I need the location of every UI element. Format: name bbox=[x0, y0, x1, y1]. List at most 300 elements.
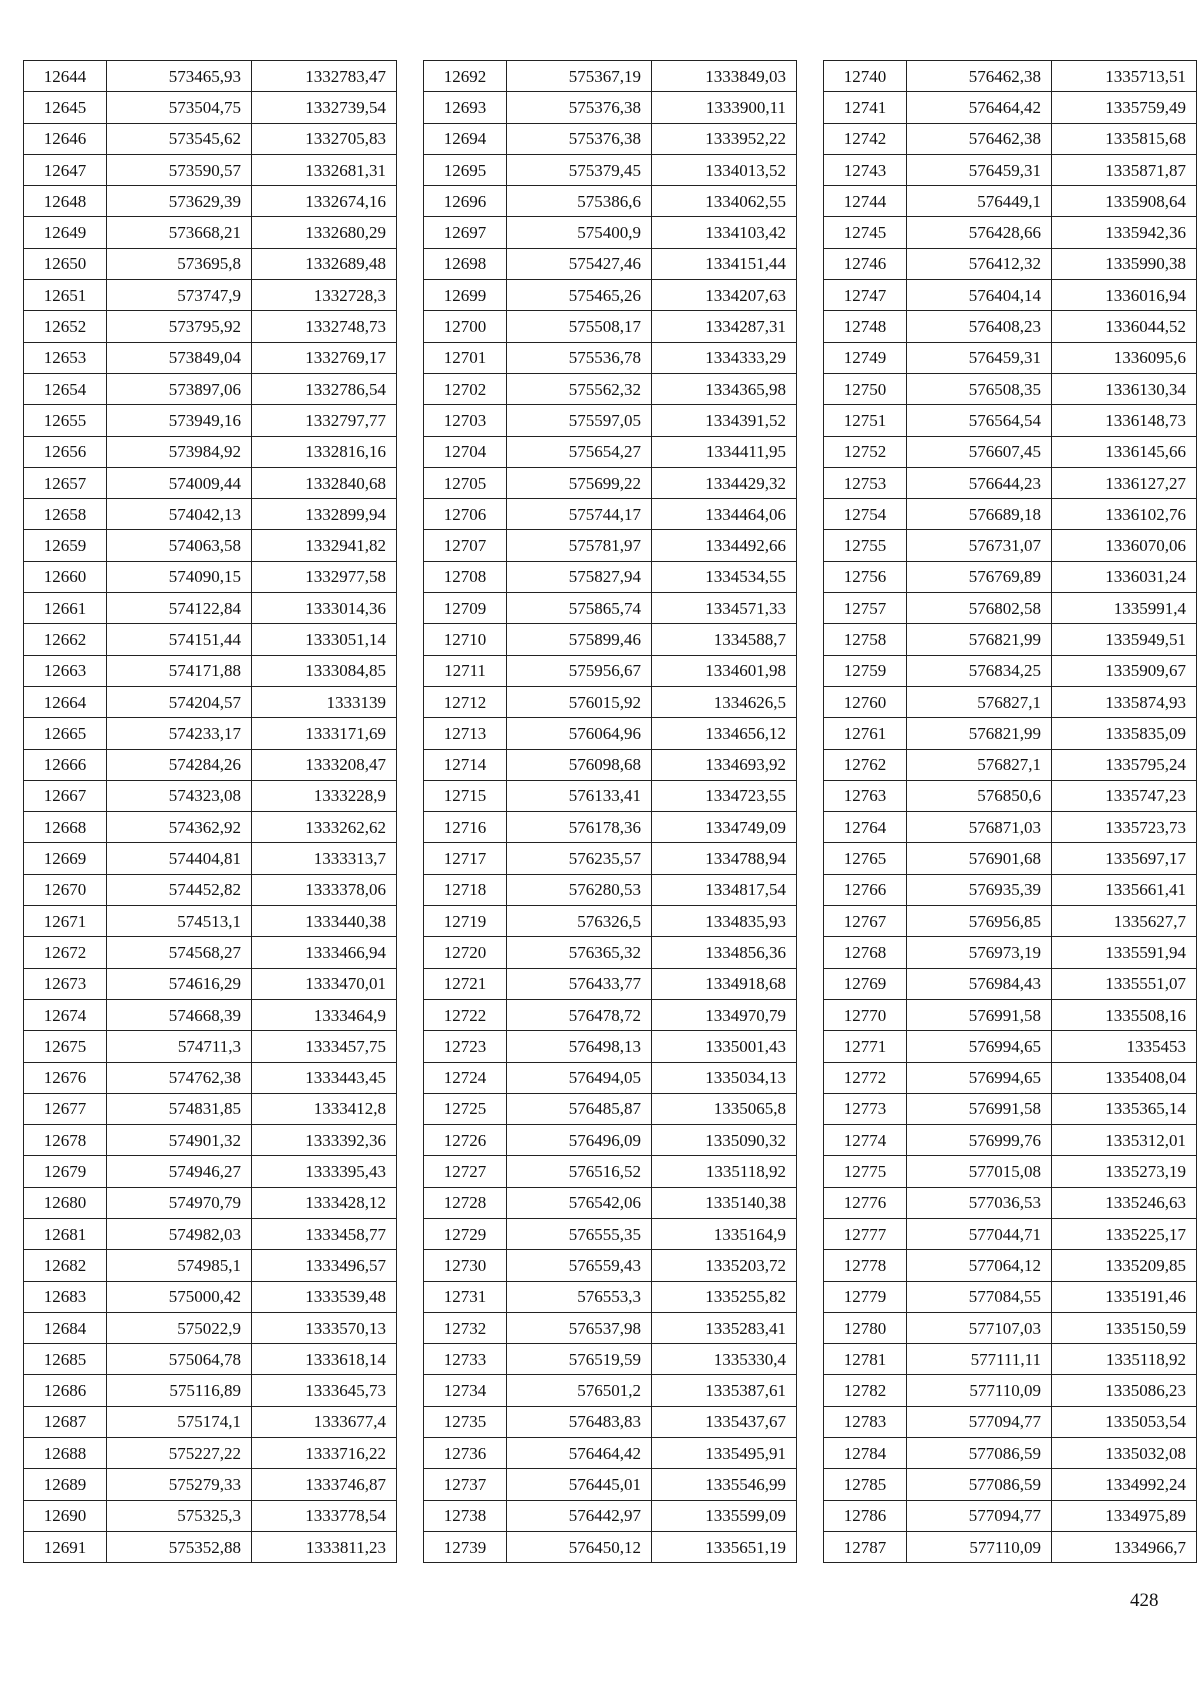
y-coordinate-cell: 1335164,9 bbox=[652, 1218, 797, 1249]
x-coordinate-cell: 573747,9 bbox=[107, 280, 252, 311]
table-row bbox=[24, 1469, 397, 1500]
point-id-cell: 12654 bbox=[24, 373, 107, 404]
x-coordinate-cell: 576689,18 bbox=[907, 499, 1052, 530]
point-id-cell: 12665 bbox=[24, 718, 107, 749]
y-coordinate-cell: 1335908,64 bbox=[1052, 186, 1197, 217]
y-coordinate-cell: 1335118,92 bbox=[1052, 1344, 1197, 1375]
table-row bbox=[424, 1469, 797, 1500]
point-id-cell: 12737 bbox=[424, 1469, 507, 1500]
table-row bbox=[24, 405, 397, 436]
point-id-cell: 12677 bbox=[24, 1093, 107, 1124]
table-row bbox=[424, 718, 797, 749]
y-coordinate-cell: 1333392,36 bbox=[252, 1125, 397, 1156]
table-row bbox=[424, 561, 797, 592]
y-coordinate-cell: 1334062,55 bbox=[652, 186, 797, 217]
y-coordinate-cell: 1336130,34 bbox=[1052, 373, 1197, 404]
point-id-cell: 12752 bbox=[824, 436, 907, 467]
x-coordinate-cell: 576483,83 bbox=[507, 1406, 652, 1437]
x-coordinate-cell: 576850,6 bbox=[907, 780, 1052, 811]
x-coordinate-cell: 575427,46 bbox=[507, 248, 652, 279]
y-coordinate-cell: 1334429,32 bbox=[652, 467, 797, 498]
x-coordinate-cell: 574362,92 bbox=[107, 812, 252, 843]
point-id-cell: 12733 bbox=[424, 1344, 507, 1375]
x-coordinate-cell: 575781,97 bbox=[507, 530, 652, 561]
table-row bbox=[824, 1281, 1197, 1312]
point-id-cell: 12671 bbox=[24, 906, 107, 937]
point-id-cell: 12686 bbox=[24, 1375, 107, 1406]
x-coordinate-cell: 573984,92 bbox=[107, 436, 252, 467]
x-coordinate-cell: 574284,26 bbox=[107, 749, 252, 780]
table-row bbox=[24, 436, 397, 467]
y-coordinate-cell: 1333084,85 bbox=[252, 655, 397, 686]
y-coordinate-cell: 1334856,36 bbox=[652, 937, 797, 968]
x-coordinate-cell: 574982,03 bbox=[107, 1218, 252, 1249]
y-coordinate-cell: 1332786,54 bbox=[252, 373, 397, 404]
y-coordinate-cell: 1335815,68 bbox=[1052, 123, 1197, 154]
table-row bbox=[824, 906, 1197, 937]
y-coordinate-cell: 1335191,46 bbox=[1052, 1281, 1197, 1312]
x-coordinate-cell: 576994,65 bbox=[907, 1031, 1052, 1062]
table-row bbox=[424, 1344, 797, 1375]
x-coordinate-cell: 576280,53 bbox=[507, 874, 652, 905]
table-row bbox=[24, 1375, 397, 1406]
y-coordinate-cell: 1335909,67 bbox=[1052, 655, 1197, 686]
y-coordinate-cell: 1332739,54 bbox=[252, 92, 397, 123]
y-coordinate-cell: 1334588,7 bbox=[652, 624, 797, 655]
table-row bbox=[424, 1250, 797, 1281]
y-coordinate-cell: 1332840,68 bbox=[252, 467, 397, 498]
point-id-cell: 12647 bbox=[24, 154, 107, 185]
table-row bbox=[824, 1218, 1197, 1249]
x-coordinate-cell: 576501,2 bbox=[507, 1375, 652, 1406]
point-id-cell: 12707 bbox=[424, 530, 507, 561]
table-row bbox=[824, 342, 1197, 373]
y-coordinate-cell: 1333139 bbox=[252, 686, 397, 717]
point-id-cell: 12667 bbox=[24, 780, 107, 811]
point-id-cell: 12645 bbox=[24, 92, 107, 123]
point-id-cell: 12751 bbox=[824, 405, 907, 436]
x-coordinate-cell: 575279,33 bbox=[107, 1469, 252, 1500]
x-coordinate-cell: 574568,27 bbox=[107, 937, 252, 968]
y-coordinate-cell: 1332728,3 bbox=[252, 280, 397, 311]
table-row bbox=[824, 1031, 1197, 1062]
x-coordinate-cell: 575465,26 bbox=[507, 280, 652, 311]
page-number: 428 bbox=[1130, 1590, 1159, 1611]
y-coordinate-cell: 1335090,32 bbox=[652, 1125, 797, 1156]
x-coordinate-cell: 575227,22 bbox=[107, 1438, 252, 1469]
point-id-cell: 12700 bbox=[424, 311, 507, 342]
y-coordinate-cell: 1335627,7 bbox=[1052, 906, 1197, 937]
y-coordinate-cell: 1335001,43 bbox=[652, 1031, 797, 1062]
table-row bbox=[824, 999, 1197, 1030]
point-id-cell: 12672 bbox=[24, 937, 107, 968]
x-coordinate-cell: 575654,27 bbox=[507, 436, 652, 467]
y-coordinate-cell: 1334992,24 bbox=[1052, 1469, 1197, 1500]
table-row bbox=[824, 718, 1197, 749]
point-id-cell: 12741 bbox=[824, 92, 907, 123]
table-row bbox=[824, 61, 1197, 92]
table-row bbox=[24, 530, 397, 561]
point-id-cell: 12646 bbox=[24, 123, 107, 154]
table-row bbox=[24, 1531, 397, 1562]
y-coordinate-cell: 1335495,91 bbox=[652, 1438, 797, 1469]
point-id-cell: 12759 bbox=[824, 655, 907, 686]
point-id-cell: 12712 bbox=[424, 686, 507, 717]
point-id-cell: 12687 bbox=[24, 1406, 107, 1437]
table-row bbox=[24, 280, 397, 311]
point-id-cell: 12766 bbox=[824, 874, 907, 905]
x-coordinate-cell: 577086,59 bbox=[907, 1438, 1052, 1469]
y-coordinate-cell: 1335835,09 bbox=[1052, 718, 1197, 749]
point-id-cell: 12771 bbox=[824, 1031, 907, 1062]
x-coordinate-cell: 576464,42 bbox=[507, 1438, 652, 1469]
table-row bbox=[24, 61, 397, 92]
y-coordinate-cell: 1333570,13 bbox=[252, 1312, 397, 1343]
table-row bbox=[24, 1250, 397, 1281]
y-coordinate-cell: 1332689,48 bbox=[252, 248, 397, 279]
point-id-cell: 12731 bbox=[424, 1281, 507, 1312]
table-row bbox=[24, 718, 397, 749]
x-coordinate-cell: 575325,3 bbox=[107, 1500, 252, 1531]
y-coordinate-cell: 1334975,89 bbox=[1052, 1500, 1197, 1531]
x-coordinate-cell: 574171,88 bbox=[107, 655, 252, 686]
point-id-cell: 12723 bbox=[424, 1031, 507, 1062]
x-coordinate-cell: 576607,45 bbox=[907, 436, 1052, 467]
x-coordinate-cell: 576834,25 bbox=[907, 655, 1052, 686]
point-id-cell: 12652 bbox=[24, 311, 107, 342]
y-coordinate-cell: 1335453 bbox=[1052, 1031, 1197, 1062]
x-coordinate-cell: 574668,39 bbox=[107, 999, 252, 1030]
y-coordinate-cell: 1335599,09 bbox=[652, 1500, 797, 1531]
x-coordinate-cell: 573897,06 bbox=[107, 373, 252, 404]
x-coordinate-cell: 574404,81 bbox=[107, 843, 252, 874]
point-id-cell: 12720 bbox=[424, 937, 507, 968]
point-id-cell: 12710 bbox=[424, 624, 507, 655]
table-row bbox=[24, 1125, 397, 1156]
x-coordinate-cell: 576769,89 bbox=[907, 561, 1052, 592]
x-coordinate-cell: 577094,77 bbox=[907, 1406, 1052, 1437]
point-id-cell: 12704 bbox=[424, 436, 507, 467]
table-row bbox=[824, 968, 1197, 999]
table-row bbox=[424, 405, 797, 436]
y-coordinate-cell: 1334492,66 bbox=[652, 530, 797, 561]
point-id-cell: 12705 bbox=[424, 467, 507, 498]
x-coordinate-cell: 576827,1 bbox=[907, 749, 1052, 780]
table-row bbox=[24, 686, 397, 717]
y-coordinate-cell: 1334817,54 bbox=[652, 874, 797, 905]
table-row bbox=[24, 812, 397, 843]
point-id-cell: 12767 bbox=[824, 906, 907, 937]
point-id-cell: 12732 bbox=[424, 1312, 507, 1343]
table-row bbox=[24, 749, 397, 780]
point-id-cell: 12678 bbox=[24, 1125, 107, 1156]
x-coordinate-cell: 576133,41 bbox=[507, 780, 652, 811]
x-coordinate-cell: 574323,08 bbox=[107, 780, 252, 811]
y-coordinate-cell: 1332797,77 bbox=[252, 405, 397, 436]
point-id-cell: 12784 bbox=[824, 1438, 907, 1469]
y-coordinate-cell: 1333496,57 bbox=[252, 1250, 397, 1281]
x-coordinate-cell: 576428,66 bbox=[907, 217, 1052, 248]
point-id-cell: 12757 bbox=[824, 593, 907, 624]
y-coordinate-cell: 1334626,5 bbox=[652, 686, 797, 717]
y-coordinate-cell: 1334693,92 bbox=[652, 749, 797, 780]
table-row bbox=[824, 1125, 1197, 1156]
y-coordinate-cell: 1334749,09 bbox=[652, 812, 797, 843]
y-coordinate-cell: 1335651,19 bbox=[652, 1531, 797, 1562]
y-coordinate-cell: 1333014,36 bbox=[252, 593, 397, 624]
x-coordinate-cell: 577110,09 bbox=[907, 1531, 1052, 1562]
table-row bbox=[424, 655, 797, 686]
x-coordinate-cell: 574616,29 bbox=[107, 968, 252, 999]
x-coordinate-cell: 576178,36 bbox=[507, 812, 652, 843]
x-coordinate-cell: 573629,39 bbox=[107, 186, 252, 217]
point-id-cell: 12776 bbox=[824, 1187, 907, 1218]
table-row bbox=[24, 1500, 397, 1531]
y-coordinate-cell: 1335209,85 bbox=[1052, 1250, 1197, 1281]
y-coordinate-cell: 1335283,41 bbox=[652, 1312, 797, 1343]
point-id-cell: 12770 bbox=[824, 999, 907, 1030]
x-coordinate-cell: 576064,96 bbox=[507, 718, 652, 749]
y-coordinate-cell: 1336102,76 bbox=[1052, 499, 1197, 530]
x-coordinate-cell: 576478,72 bbox=[507, 999, 652, 1030]
point-id-cell: 12650 bbox=[24, 248, 107, 279]
point-id-cell: 12664 bbox=[24, 686, 107, 717]
point-id-cell: 12764 bbox=[824, 812, 907, 843]
x-coordinate-cell: 574063,58 bbox=[107, 530, 252, 561]
table-row bbox=[824, 686, 1197, 717]
y-coordinate-cell: 1332680,29 bbox=[252, 217, 397, 248]
x-coordinate-cell: 576991,58 bbox=[907, 999, 1052, 1030]
x-coordinate-cell: 575367,19 bbox=[507, 61, 652, 92]
point-id-cell: 12697 bbox=[424, 217, 507, 248]
table-row bbox=[24, 874, 397, 905]
point-id-cell: 12669 bbox=[24, 843, 107, 874]
table-row bbox=[824, 1438, 1197, 1469]
point-id-cell: 12695 bbox=[424, 154, 507, 185]
point-id-cell: 12725 bbox=[424, 1093, 507, 1124]
point-id-cell: 12740 bbox=[824, 61, 907, 92]
y-coordinate-cell: 1334534,55 bbox=[652, 561, 797, 592]
point-id-cell: 12682 bbox=[24, 1250, 107, 1281]
x-coordinate-cell: 576564,54 bbox=[907, 405, 1052, 436]
table-row bbox=[824, 624, 1197, 655]
x-coordinate-cell: 576098,68 bbox=[507, 749, 652, 780]
table-row bbox=[424, 906, 797, 937]
table-row bbox=[824, 467, 1197, 498]
x-coordinate-cell: 575508,17 bbox=[507, 311, 652, 342]
table-row bbox=[24, 1438, 397, 1469]
table-row bbox=[824, 530, 1197, 561]
x-coordinate-cell: 575536,78 bbox=[507, 342, 652, 373]
x-coordinate-cell: 575744,17 bbox=[507, 499, 652, 530]
table-row bbox=[24, 154, 397, 185]
table-row bbox=[424, 1375, 797, 1406]
x-coordinate-cell: 576412,32 bbox=[907, 248, 1052, 279]
point-id-cell: 12787 bbox=[824, 1531, 907, 1562]
point-id-cell: 12658 bbox=[24, 499, 107, 530]
y-coordinate-cell: 1333466,94 bbox=[252, 937, 397, 968]
table-row bbox=[424, 968, 797, 999]
x-coordinate-cell: 574901,32 bbox=[107, 1125, 252, 1156]
y-coordinate-cell: 1334601,98 bbox=[652, 655, 797, 686]
y-coordinate-cell: 1335255,82 bbox=[652, 1281, 797, 1312]
y-coordinate-cell: 1333716,22 bbox=[252, 1438, 397, 1469]
point-id-cell: 12681 bbox=[24, 1218, 107, 1249]
y-coordinate-cell: 1334411,95 bbox=[652, 436, 797, 467]
x-coordinate-cell: 576519,59 bbox=[507, 1344, 652, 1375]
table-row bbox=[24, 1093, 397, 1124]
point-id-cell: 12649 bbox=[24, 217, 107, 248]
point-id-cell: 12701 bbox=[424, 342, 507, 373]
point-id-cell: 12668 bbox=[24, 812, 107, 843]
x-coordinate-cell: 576459,31 bbox=[907, 342, 1052, 373]
y-coordinate-cell: 1335330,4 bbox=[652, 1344, 797, 1375]
table-row bbox=[824, 123, 1197, 154]
x-coordinate-cell: 575376,38 bbox=[507, 123, 652, 154]
y-coordinate-cell: 1335408,04 bbox=[1052, 1062, 1197, 1093]
y-coordinate-cell: 1335713,51 bbox=[1052, 61, 1197, 92]
point-id-cell: 12726 bbox=[424, 1125, 507, 1156]
x-coordinate-cell: 576408,23 bbox=[907, 311, 1052, 342]
table-row bbox=[824, 1250, 1197, 1281]
point-id-cell: 12684 bbox=[24, 1312, 107, 1343]
table-row bbox=[424, 1281, 797, 1312]
point-id-cell: 12657 bbox=[24, 467, 107, 498]
x-coordinate-cell: 576365,32 bbox=[507, 937, 652, 968]
y-coordinate-cell: 1332941,82 bbox=[252, 530, 397, 561]
point-id-cell: 12730 bbox=[424, 1250, 507, 1281]
x-coordinate-cell: 576802,58 bbox=[907, 593, 1052, 624]
x-coordinate-cell: 576901,68 bbox=[907, 843, 1052, 874]
y-coordinate-cell: 1334151,44 bbox=[652, 248, 797, 279]
x-coordinate-cell: 573949,16 bbox=[107, 405, 252, 436]
point-id-cell: 12727 bbox=[424, 1156, 507, 1187]
point-id-cell: 12748 bbox=[824, 311, 907, 342]
table-row bbox=[24, 373, 397, 404]
table-row bbox=[424, 1031, 797, 1062]
point-id-cell: 12711 bbox=[424, 655, 507, 686]
x-coordinate-cell: 577015,08 bbox=[907, 1156, 1052, 1187]
coordinates-table-1 bbox=[23, 60, 397, 1563]
x-coordinate-cell: 576462,38 bbox=[907, 61, 1052, 92]
table-row bbox=[424, 937, 797, 968]
y-coordinate-cell: 1333262,62 bbox=[252, 812, 397, 843]
table-row bbox=[24, 780, 397, 811]
table-row bbox=[424, 1125, 797, 1156]
x-coordinate-cell: 575865,74 bbox=[507, 593, 652, 624]
x-coordinate-cell: 575379,45 bbox=[507, 154, 652, 185]
table-row bbox=[424, 1406, 797, 1437]
y-coordinate-cell: 1335053,54 bbox=[1052, 1406, 1197, 1437]
point-id-cell: 12721 bbox=[424, 968, 507, 999]
y-coordinate-cell: 1334656,12 bbox=[652, 718, 797, 749]
y-coordinate-cell: 1332769,17 bbox=[252, 342, 397, 373]
table-row bbox=[824, 1531, 1197, 1562]
y-coordinate-cell: 1333440,38 bbox=[252, 906, 397, 937]
point-id-cell: 12709 bbox=[424, 593, 507, 624]
point-id-cell: 12718 bbox=[424, 874, 507, 905]
point-id-cell: 12683 bbox=[24, 1281, 107, 1312]
point-id-cell: 12690 bbox=[24, 1500, 107, 1531]
table-row bbox=[424, 342, 797, 373]
x-coordinate-cell: 577086,59 bbox=[907, 1469, 1052, 1500]
y-coordinate-cell: 1335991,4 bbox=[1052, 593, 1197, 624]
point-id-cell: 12676 bbox=[24, 1062, 107, 1093]
y-coordinate-cell: 1334723,55 bbox=[652, 780, 797, 811]
x-coordinate-cell: 576555,35 bbox=[507, 1218, 652, 1249]
point-id-cell: 12742 bbox=[824, 123, 907, 154]
x-coordinate-cell: 574090,15 bbox=[107, 561, 252, 592]
x-coordinate-cell: 574985,1 bbox=[107, 1250, 252, 1281]
table-row bbox=[424, 843, 797, 874]
y-coordinate-cell: 1333313,7 bbox=[252, 843, 397, 874]
table-row bbox=[824, 311, 1197, 342]
table-row bbox=[24, 968, 397, 999]
point-id-cell: 12679 bbox=[24, 1156, 107, 1187]
x-coordinate-cell: 576450,12 bbox=[507, 1531, 652, 1562]
x-coordinate-cell: 576537,98 bbox=[507, 1312, 652, 1343]
point-id-cell: 12750 bbox=[824, 373, 907, 404]
table-row bbox=[824, 749, 1197, 780]
y-coordinate-cell: 1334788,94 bbox=[652, 843, 797, 874]
y-coordinate-cell: 1333470,01 bbox=[252, 968, 397, 999]
x-coordinate-cell: 573849,04 bbox=[107, 342, 252, 373]
table-row bbox=[424, 1531, 797, 1562]
x-coordinate-cell: 577111,11 bbox=[907, 1344, 1052, 1375]
y-coordinate-cell: 1333428,12 bbox=[252, 1187, 397, 1218]
y-coordinate-cell: 1335661,41 bbox=[1052, 874, 1197, 905]
y-coordinate-cell: 1334966,7 bbox=[1052, 1531, 1197, 1562]
table-row bbox=[424, 1062, 797, 1093]
table-row bbox=[24, 1218, 397, 1249]
x-coordinate-cell: 574122,84 bbox=[107, 593, 252, 624]
y-coordinate-cell: 1333618,14 bbox=[252, 1344, 397, 1375]
y-coordinate-cell: 1336016,94 bbox=[1052, 280, 1197, 311]
y-coordinate-cell: 1332748,73 bbox=[252, 311, 397, 342]
table-row bbox=[424, 499, 797, 530]
y-coordinate-cell: 1335437,67 bbox=[652, 1406, 797, 1437]
x-coordinate-cell: 574452,82 bbox=[107, 874, 252, 905]
x-coordinate-cell: 576445,01 bbox=[507, 1469, 652, 1500]
y-coordinate-cell: 1333208,47 bbox=[252, 749, 397, 780]
x-coordinate-cell: 575116,89 bbox=[107, 1375, 252, 1406]
table-row bbox=[824, 217, 1197, 248]
point-id-cell: 12666 bbox=[24, 749, 107, 780]
x-coordinate-cell: 574233,17 bbox=[107, 718, 252, 749]
point-id-cell: 12656 bbox=[24, 436, 107, 467]
table-row bbox=[24, 1062, 397, 1093]
point-id-cell: 12744 bbox=[824, 186, 907, 217]
x-coordinate-cell: 573504,75 bbox=[107, 92, 252, 123]
table-row bbox=[24, 499, 397, 530]
point-id-cell: 12693 bbox=[424, 92, 507, 123]
y-coordinate-cell: 1335387,61 bbox=[652, 1375, 797, 1406]
x-coordinate-cell: 575699,22 bbox=[507, 467, 652, 498]
table-row bbox=[24, 1344, 397, 1375]
y-coordinate-cell: 1336070,06 bbox=[1052, 530, 1197, 561]
point-id-cell: 12760 bbox=[824, 686, 907, 717]
x-coordinate-cell: 576553,3 bbox=[507, 1281, 652, 1312]
y-coordinate-cell: 1334571,33 bbox=[652, 593, 797, 624]
point-id-cell: 12754 bbox=[824, 499, 907, 530]
table-row bbox=[24, 655, 397, 686]
x-coordinate-cell: 574711,3 bbox=[107, 1031, 252, 1062]
table-row bbox=[424, 61, 797, 92]
point-id-cell: 12714 bbox=[424, 749, 507, 780]
table-row bbox=[24, 593, 397, 624]
y-coordinate-cell: 1335118,92 bbox=[652, 1156, 797, 1187]
y-coordinate-cell: 1333811,23 bbox=[252, 1531, 397, 1562]
